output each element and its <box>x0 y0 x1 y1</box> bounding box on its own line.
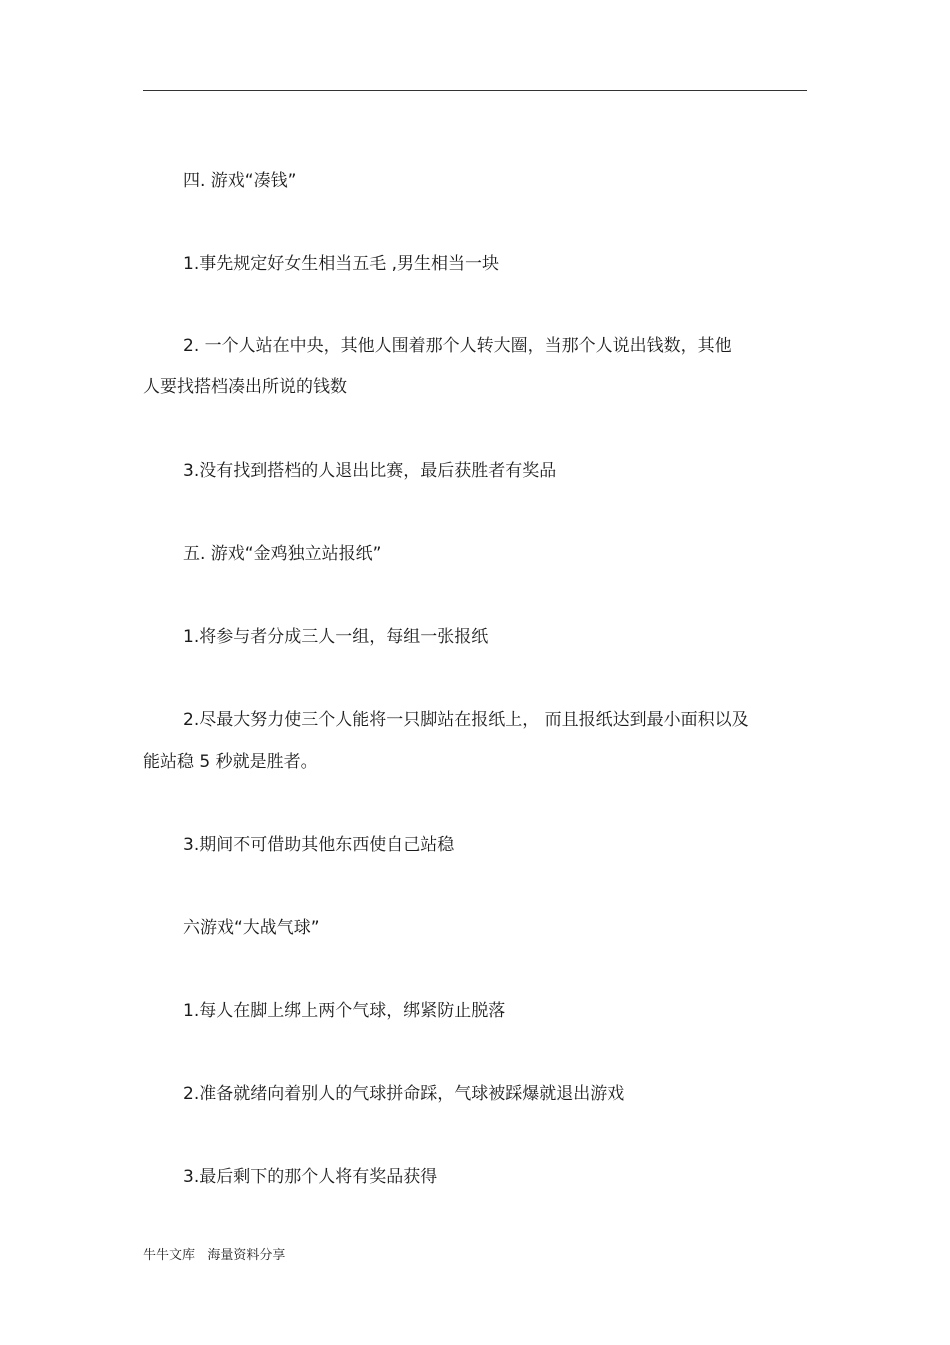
page-footer: 牛牛文库 海量资料分享 <box>143 1248 286 1263</box>
paragraph-line: 人要找搭档凑出所说的钱数 <box>143 377 347 397</box>
section-heading-4: 四. 游戏“凑钱” <box>183 171 297 191</box>
paragraph-line: 3.最后剩下的那个人将有奖品获得 <box>183 1167 438 1187</box>
paragraph-line: 3.没有找到搭档的人退出比赛，最后获胜者有奖品 <box>183 461 557 481</box>
paragraph-line: 2.准备就绪向着别人的气球拼命踩，气球被踩爆就退出游戏 <box>183 1084 625 1104</box>
paragraph-line: 能站稳 5 秒就是胜者。 <box>143 752 318 772</box>
paragraph-line: 1.将参与者分成三人一组，每组一张报纸 <box>183 627 489 647</box>
paragraph-line: 1.每人在脚上绑上两个气球，绑紧防止脱落 <box>183 1001 506 1021</box>
section-heading-5: 五. 游戏“金鸡独立站报纸” <box>183 544 382 564</box>
paragraph-line: 1.事先规定好女生相当五毛 ,男生相当一块 <box>183 254 500 274</box>
header-rule <box>143 90 807 91</box>
section-heading-6: 六游戏“大战气球” <box>183 918 320 938</box>
paragraph-line: 2.尽最大努力使三个人能将一只脚站在报纸上， 而且报纸达到最小面积以及 <box>183 710 749 730</box>
paragraph-line: 2. 一个人站在中央，其他人围着那个人转大圈，当那个人说出钱数，其他 <box>183 336 732 356</box>
paragraph-line: 3.期间不可借助其他东西使自己站稳 <box>183 835 455 855</box>
